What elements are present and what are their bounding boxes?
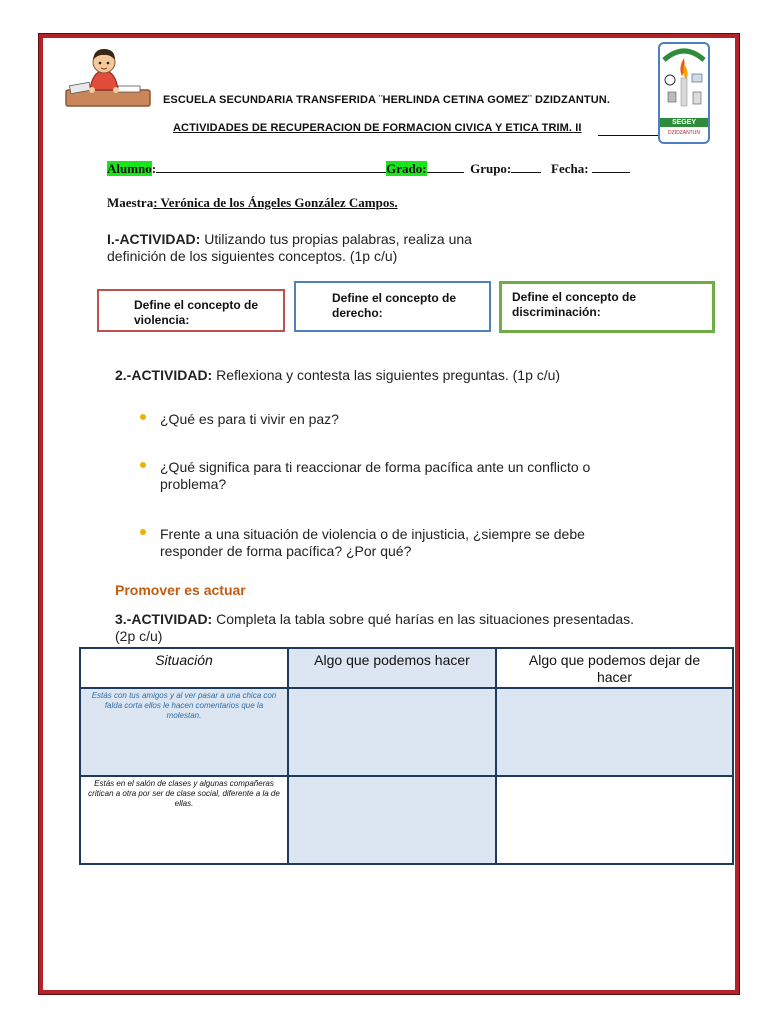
teacher-label: Maestra xyxy=(107,195,154,210)
activity3-points: (2p c/u) xyxy=(115,628,163,644)
concept-box-term: derecho: xyxy=(332,306,383,320)
activity1-text-line2: definición de los siguientes conceptos. (1p c/u) xyxy=(107,248,398,264)
grado-label: Grado: xyxy=(386,161,427,176)
grupo-field[interactable] xyxy=(511,160,541,173)
teacher-name: : Verónica de los Ángeles González Campos. xyxy=(153,195,398,210)
activity2-title: 2.-ACTIVIDAD: xyxy=(115,367,213,383)
activity1-text: Utilizando tus propias palabras, realiza una xyxy=(200,231,472,247)
header-dejar: Algo que podemos dejar de hacer xyxy=(496,648,733,688)
activity1-instructions xyxy=(107,231,472,265)
answer-cell-hacer[interactable] xyxy=(288,776,496,864)
situation-cell xyxy=(80,688,288,776)
question-2: ¿Qué significa para ti reaccionar de forma pacífica ante un conflicto o problema? xyxy=(160,459,591,492)
concept-box-term: discriminación: xyxy=(512,305,601,319)
concept-box-term: violencia: xyxy=(134,313,190,327)
concept-box-label: Define el concepto de xyxy=(134,298,259,312)
alumno-field[interactable] xyxy=(156,160,386,173)
student-clipart xyxy=(62,46,154,112)
fecha-label: Fecha: xyxy=(551,161,589,176)
school-logo xyxy=(658,42,710,144)
subtitle: ACTIVIDADES DE RECUPERACION DE FORMACION CIVICA Y ETICA TRIM. II xyxy=(173,122,582,134)
alumno-label: Alumno xyxy=(107,161,152,176)
activity3-text: Completa la tabla sobre qué harías en las situaciones presentadas. xyxy=(212,611,635,627)
grupo-label: Grupo: xyxy=(470,161,512,176)
header-hacer: Algo que podemos hacer xyxy=(288,648,496,688)
fecha-field[interactable] xyxy=(592,160,630,173)
table-row xyxy=(80,688,733,776)
concept-box-label: Define el concepto de xyxy=(332,291,457,305)
school-name: ESCUELA SECUNDARIA TRANSFERIDA ¨HERLINDA CETINA GOMEZ¨ DZIDZANTUN. xyxy=(163,94,610,106)
header-situacion: Situación xyxy=(80,648,288,688)
student-fields-row: Alumno: Grado: Grupo: Fecha: xyxy=(107,160,630,177)
situations-table xyxy=(79,647,734,865)
activity1-title: I.-ACTIVIDAD: xyxy=(107,231,201,247)
situation-cell xyxy=(80,776,288,864)
concept-box-discriminacion[interactable] xyxy=(499,281,715,333)
concept-box-derecho[interactable] xyxy=(294,281,491,332)
bullet-icon xyxy=(140,529,146,535)
table-header-row xyxy=(80,648,733,688)
bullet-icon xyxy=(140,462,146,468)
teacher-line xyxy=(107,195,398,211)
logo-sub: DZIDZANTUN xyxy=(668,130,700,136)
situation-text: Estás en el salón de clases y algunas compañeras critican a otra por ser de clase social, diferente a la de ellas. xyxy=(88,779,280,808)
situation-text: Estás con tus amigos y al ver pasar a una chica con falda corta ellos le hacen comentarios que la molestan. xyxy=(91,691,277,720)
grado-field[interactable] xyxy=(427,160,464,173)
answer-cell-dejar[interactable] xyxy=(496,776,733,864)
concept-box-label: Define el concepto de xyxy=(512,290,637,304)
bullet-icon xyxy=(140,414,146,420)
question-1: ¿Qué es para ti vivir en paz? xyxy=(160,411,339,427)
activity3-title: 3.-ACTIVIDAD: xyxy=(115,611,213,627)
activity3-instructions xyxy=(115,611,634,645)
activity2-instructions xyxy=(115,367,560,384)
answer-cell-dejar[interactable] xyxy=(496,688,733,776)
logo-emblem xyxy=(660,44,708,142)
logo-label: SEGEY xyxy=(660,118,708,127)
section-heading: Promover es actuar xyxy=(115,582,246,598)
answer-cell-hacer[interactable] xyxy=(288,688,496,776)
activity2-text: Reflexiona y contesta las siguientes preguntas. (1p c/u) xyxy=(212,367,561,383)
table-row xyxy=(80,776,733,864)
concept-box-violencia[interactable] xyxy=(97,289,285,332)
question-3: Frente a una situación de violencia o de injusticia, ¿siempre se debe responder de forma pacífica? ¿Por qué? xyxy=(160,526,585,559)
